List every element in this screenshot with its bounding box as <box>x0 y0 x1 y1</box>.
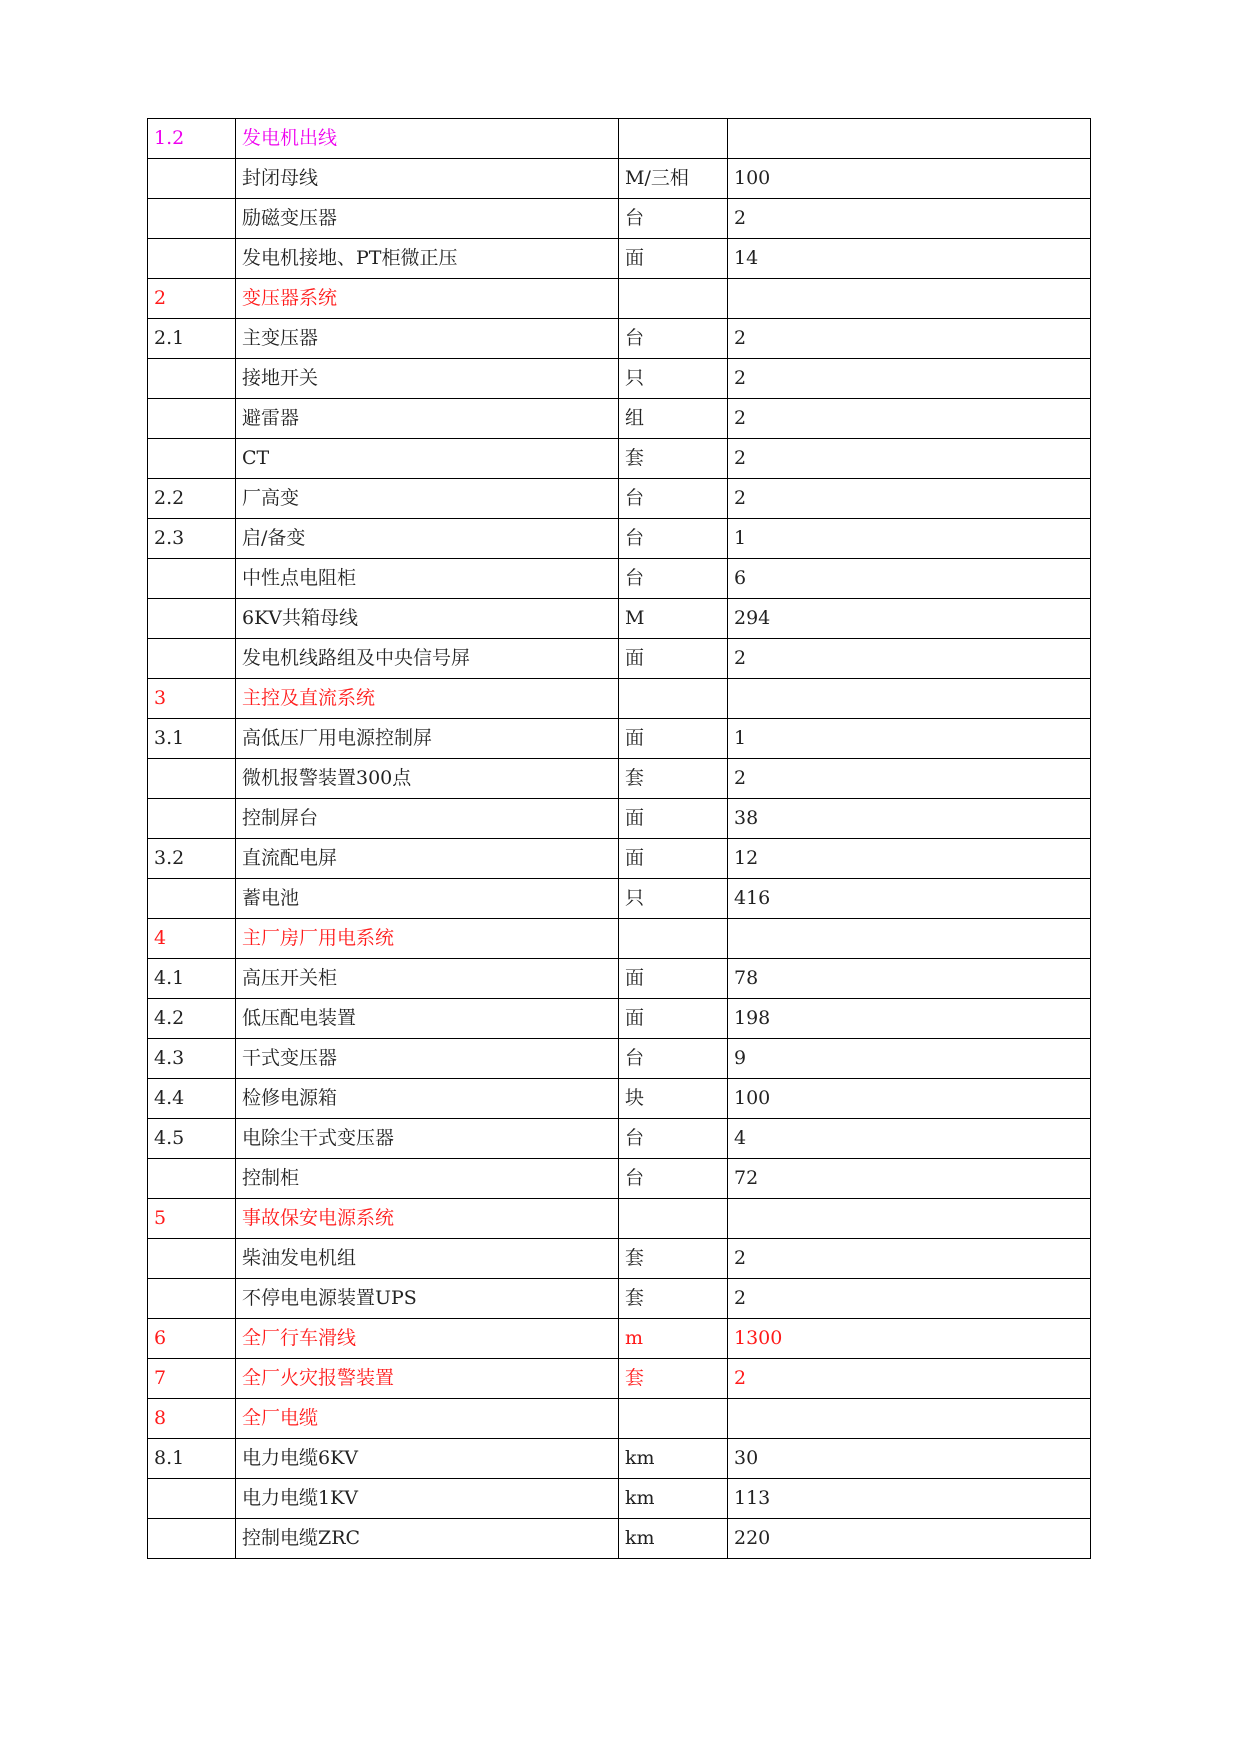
unit-cell <box>619 1199 728 1239</box>
table-row <box>148 879 1091 919</box>
item-number-cell <box>148 399 236 439</box>
item-number-cell: 2.2 <box>148 479 236 519</box>
equipment-table-body <box>148 119 1091 1559</box>
unit-cell: 台 <box>619 519 728 559</box>
item-name-cell: 励磁变压器 <box>236 199 619 239</box>
item-name-cell: 接地开关 <box>236 359 619 399</box>
item-name-cell: 主厂房厂用电系统 <box>236 919 619 959</box>
table-row <box>148 799 1091 839</box>
item-name-cell: 控制电缆ZRC <box>236 1519 619 1559</box>
table-row <box>148 1039 1091 1079</box>
unit-cell: 台 <box>619 1039 728 1079</box>
item-name-cell: 高压开关柜 <box>236 959 619 999</box>
item-name-cell: 高低压厂用电源控制屏 <box>236 719 619 759</box>
unit-cell: km <box>619 1479 728 1519</box>
table-row <box>148 839 1091 879</box>
item-number-cell: 3.2 <box>148 839 236 879</box>
table-row <box>148 159 1091 199</box>
unit-cell: 台 <box>619 319 728 359</box>
quantity-cell <box>728 1399 1091 1439</box>
item-name-cell: 中性点电阻柜 <box>236 559 619 599</box>
quantity-cell: 2 <box>728 639 1091 679</box>
item-name-cell: CT <box>236 439 619 479</box>
unit-cell: m <box>619 1319 728 1359</box>
item-name-cell: 电力电缆6KV <box>236 1439 619 1479</box>
table-row <box>148 479 1091 519</box>
table-row <box>148 439 1091 479</box>
item-name-cell: 低压配电装置 <box>236 999 619 1039</box>
item-number-cell <box>148 1239 236 1279</box>
item-number-cell <box>148 559 236 599</box>
item-number-cell: 2 <box>148 279 236 319</box>
item-name-cell: 柴油发电机组 <box>236 1239 619 1279</box>
item-number-cell: 4.4 <box>148 1079 236 1119</box>
table-row <box>148 199 1091 239</box>
item-name-cell: 主控及直流系统 <box>236 679 619 719</box>
unit-cell: 组 <box>619 399 728 439</box>
quantity-cell: 12 <box>728 839 1091 879</box>
quantity-cell <box>728 919 1091 959</box>
unit-cell: km <box>619 1519 728 1559</box>
item-name-cell: 控制柜 <box>236 1159 619 1199</box>
item-name-cell: 直流配电屏 <box>236 839 619 879</box>
item-number-cell: 3 <box>148 679 236 719</box>
table-row <box>148 599 1091 639</box>
item-name-cell: 避雷器 <box>236 399 619 439</box>
unit-cell: 套 <box>619 439 728 479</box>
unit-cell: 台 <box>619 1159 728 1199</box>
unit-cell: 套 <box>619 759 728 799</box>
unit-cell: 套 <box>619 1279 728 1319</box>
item-name-cell: 事故保安电源系统 <box>236 1199 619 1239</box>
quantity-cell: 2 <box>728 1239 1091 1279</box>
quantity-cell: 38 <box>728 799 1091 839</box>
table-row <box>148 279 1091 319</box>
unit-cell: 面 <box>619 999 728 1039</box>
item-name-cell: 蓄电池 <box>236 879 619 919</box>
item-number-cell <box>148 439 236 479</box>
unit-cell: 面 <box>619 719 728 759</box>
item-number-cell <box>148 639 236 679</box>
quantity-cell: 6 <box>728 559 1091 599</box>
item-name-cell: 干式变压器 <box>236 1039 619 1079</box>
table-row <box>148 719 1091 759</box>
item-name-cell: 微机报警装置300点 <box>236 759 619 799</box>
item-name-cell: 厂高变 <box>236 479 619 519</box>
item-number-cell <box>148 1519 236 1559</box>
table-row <box>148 1479 1091 1519</box>
unit-cell: M/三相 <box>619 159 728 199</box>
unit-cell: 只 <box>619 359 728 399</box>
quantity-cell: 100 <box>728 1079 1091 1119</box>
quantity-cell: 2 <box>728 479 1091 519</box>
unit-cell <box>619 919 728 959</box>
unit-cell: M <box>619 599 728 639</box>
table-row <box>148 639 1091 679</box>
item-name-cell: 发电机线路组及中央信号屏 <box>236 639 619 679</box>
quantity-cell: 100 <box>728 159 1091 199</box>
unit-cell: 块 <box>619 1079 728 1119</box>
table-row <box>148 919 1091 959</box>
table-row <box>148 239 1091 279</box>
item-name-cell: 6KV共箱母线 <box>236 599 619 639</box>
table-row <box>148 1239 1091 1279</box>
table-row <box>148 1119 1091 1159</box>
item-name-cell: 变压器系统 <box>236 279 619 319</box>
unit-cell: 台 <box>619 559 728 599</box>
table-row <box>148 999 1091 1039</box>
unit-cell <box>619 1399 728 1439</box>
unit-cell <box>619 119 728 159</box>
document-page <box>147 118 1090 1559</box>
item-number-cell <box>148 759 236 799</box>
quantity-cell: 1300 <box>728 1319 1091 1359</box>
quantity-cell: 113 <box>728 1479 1091 1519</box>
item-number-cell: 4.2 <box>148 999 236 1039</box>
item-name-cell: 电力电缆1KV <box>236 1479 619 1519</box>
table-row <box>148 1279 1091 1319</box>
quantity-cell <box>728 679 1091 719</box>
table-row <box>148 559 1091 599</box>
quantity-cell: 1 <box>728 719 1091 759</box>
item-number-cell: 4.1 <box>148 959 236 999</box>
quantity-cell: 9 <box>728 1039 1091 1079</box>
table-row <box>148 1359 1091 1399</box>
table-row <box>148 519 1091 559</box>
quantity-cell <box>728 279 1091 319</box>
unit-cell: 面 <box>619 799 728 839</box>
table-row <box>148 1079 1091 1119</box>
item-number-cell: 6 <box>148 1319 236 1359</box>
item-name-cell: 主变压器 <box>236 319 619 359</box>
table-row <box>148 319 1091 359</box>
item-name-cell: 全厂电缆 <box>236 1399 619 1439</box>
table-row <box>148 679 1091 719</box>
item-number-cell: 8 <box>148 1399 236 1439</box>
unit-cell <box>619 679 728 719</box>
item-number-cell <box>148 799 236 839</box>
quantity-cell: 2 <box>728 359 1091 399</box>
table-row <box>148 1439 1091 1479</box>
item-number-cell <box>148 199 236 239</box>
quantity-cell: 1 <box>728 519 1091 559</box>
item-number-cell: 5 <box>148 1199 236 1239</box>
quantity-cell: 2 <box>728 319 1091 359</box>
unit-cell: 面 <box>619 839 728 879</box>
item-number-cell: 2.1 <box>148 319 236 359</box>
item-name-cell: 全厂行车滑线 <box>236 1319 619 1359</box>
item-number-cell: 4.3 <box>148 1039 236 1079</box>
item-name-cell: 发电机接地、PT柜微正压 <box>236 239 619 279</box>
item-number-cell <box>148 1479 236 1519</box>
table-row <box>148 1159 1091 1199</box>
item-number-cell <box>148 599 236 639</box>
item-name-cell: 封闭母线 <box>236 159 619 199</box>
quantity-cell: 294 <box>728 599 1091 639</box>
quantity-cell: 2 <box>728 1279 1091 1319</box>
quantity-cell: 416 <box>728 879 1091 919</box>
item-name-cell: 控制屏台 <box>236 799 619 839</box>
quantity-cell: 14 <box>728 239 1091 279</box>
table-row <box>148 399 1091 439</box>
item-number-cell <box>148 359 236 399</box>
item-number-cell <box>148 1279 236 1319</box>
table-row <box>148 1399 1091 1439</box>
item-name-cell: 全厂火灾报警装置 <box>236 1359 619 1399</box>
unit-cell: km <box>619 1439 728 1479</box>
item-name-cell: 发电机出线 <box>236 119 619 159</box>
unit-cell: 面 <box>619 239 728 279</box>
item-number-cell: 2.3 <box>148 519 236 559</box>
item-number-cell <box>148 159 236 199</box>
table-row <box>148 1519 1091 1559</box>
unit-cell: 台 <box>619 199 728 239</box>
item-number-cell: 7 <box>148 1359 236 1399</box>
unit-cell <box>619 279 728 319</box>
table-row <box>148 1199 1091 1239</box>
quantity-cell <box>728 1199 1091 1239</box>
quantity-cell: 2 <box>728 439 1091 479</box>
item-number-cell: 4 <box>148 919 236 959</box>
quantity-cell: 2 <box>728 1359 1091 1399</box>
quantity-cell <box>728 119 1091 159</box>
quantity-cell: 220 <box>728 1519 1091 1559</box>
quantity-cell: 4 <box>728 1119 1091 1159</box>
item-name-cell: 电除尘干式变压器 <box>236 1119 619 1159</box>
unit-cell: 面 <box>619 959 728 999</box>
item-name-cell: 检修电源箱 <box>236 1079 619 1119</box>
table-row <box>148 1319 1091 1359</box>
unit-cell: 套 <box>619 1239 728 1279</box>
item-number-cell <box>148 879 236 919</box>
item-number-cell: 3.1 <box>148 719 236 759</box>
quantity-cell: 30 <box>728 1439 1091 1479</box>
unit-cell: 台 <box>619 1119 728 1159</box>
item-number-cell <box>148 1159 236 1199</box>
quantity-cell: 2 <box>728 399 1091 439</box>
table-row <box>148 759 1091 799</box>
item-number-cell <box>148 239 236 279</box>
unit-cell: 面 <box>619 639 728 679</box>
table-row <box>148 359 1091 399</box>
item-number-cell: 4.5 <box>148 1119 236 1159</box>
unit-cell: 套 <box>619 1359 728 1399</box>
quantity-cell: 72 <box>728 1159 1091 1199</box>
unit-cell: 台 <box>619 479 728 519</box>
quantity-cell: 2 <box>728 199 1091 239</box>
table-row <box>148 959 1091 999</box>
quantity-cell: 78 <box>728 959 1091 999</box>
quantity-cell: 198 <box>728 999 1091 1039</box>
quantity-cell: 2 <box>728 759 1091 799</box>
equipment-table <box>147 118 1091 1559</box>
item-name-cell: 不停电电源装置UPS <box>236 1279 619 1319</box>
table-row <box>148 119 1091 159</box>
item-number-cell: 8.1 <box>148 1439 236 1479</box>
unit-cell: 只 <box>619 879 728 919</box>
item-name-cell: 启/备变 <box>236 519 619 559</box>
item-number-cell: 1.2 <box>148 119 236 159</box>
